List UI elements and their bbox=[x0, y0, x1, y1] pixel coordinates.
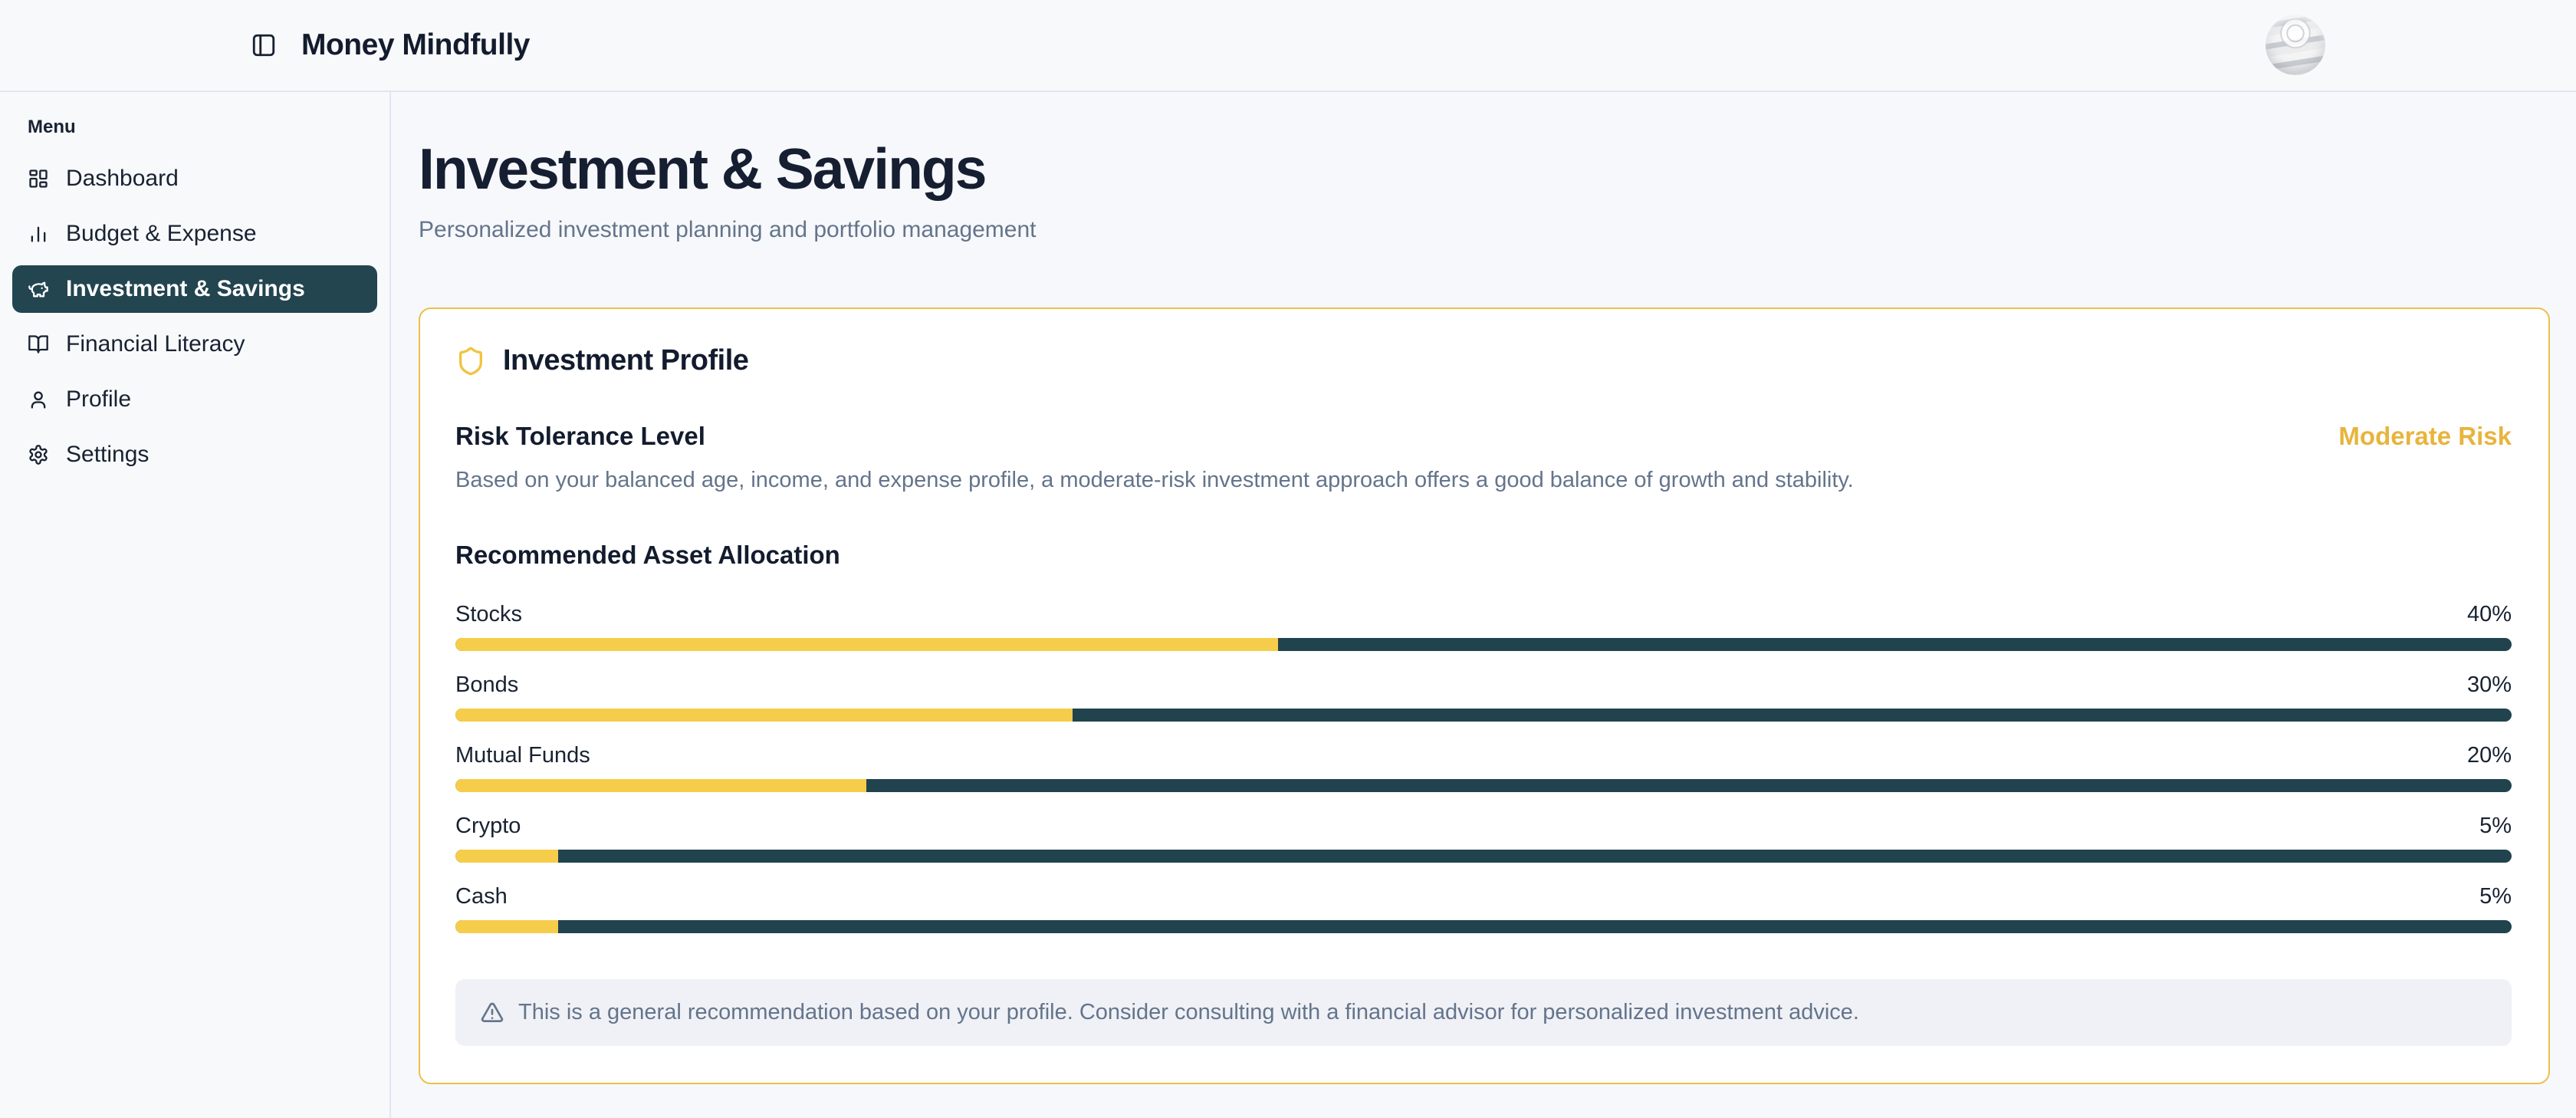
risk-tolerance-row bbox=[455, 422, 2512, 451]
gear-icon bbox=[28, 444, 49, 465]
allocation-bar-track bbox=[455, 709, 2512, 722]
risk-tolerance-heading: Risk Tolerance Level bbox=[455, 422, 705, 450]
page-subtitle: Personalized investment planning and portfolio management bbox=[419, 217, 1037, 242]
page-title: Investment & Savings bbox=[419, 136, 986, 201]
allocation-bar-track bbox=[455, 920, 2512, 933]
disclaimer-note bbox=[455, 979, 2512, 1046]
allocation-bar-fill bbox=[455, 779, 866, 792]
investment-profile-card bbox=[419, 307, 2550, 1084]
allocation-list bbox=[455, 602, 2512, 933]
risk-level-badge: Moderate Risk bbox=[2338, 422, 2512, 450]
shield-icon bbox=[455, 346, 486, 377]
sidebar-item-label: Settings bbox=[66, 442, 150, 467]
allocation-label: Cash bbox=[455, 884, 508, 909]
app-title: Money Mindfully bbox=[301, 28, 530, 61]
sidebar-item-label: Budget & Expense bbox=[66, 221, 257, 246]
warning-triangle-icon bbox=[480, 1001, 504, 1025]
sidebar-item-label: Financial Literacy bbox=[66, 331, 245, 357]
allocation-bar-fill bbox=[455, 709, 1073, 722]
book-open-icon bbox=[28, 334, 49, 355]
allocation-label: Bonds bbox=[455, 672, 519, 697]
allocation-percent: 5% bbox=[2479, 814, 2512, 838]
sidebar-toggle-button[interactable] bbox=[251, 31, 278, 59]
disclaimer-text: This is a general recommendation based on your profile. Consider consulting with a financial advisor for personalized investment advice. bbox=[518, 1000, 1859, 1024]
allocation-bar-fill bbox=[455, 920, 558, 933]
allocation-percent: 5% bbox=[2479, 884, 2512, 909]
allocation-percent: 30% bbox=[2466, 672, 2512, 697]
allocation-heading: Recommended Asset Allocation bbox=[455, 541, 840, 569]
allocation-percent: 20% bbox=[2466, 743, 2512, 768]
sidebar bbox=[0, 92, 391, 1118]
sidebar-item-settings[interactable] bbox=[12, 431, 377, 478]
allocation-bar-track bbox=[455, 850, 2512, 863]
risk-description: Based on your balanced age, income, and expense profile, a moderate-risk investment approach offers a good balance of growth and stability. bbox=[455, 468, 1854, 492]
allocation-label: Mutual Funds bbox=[455, 743, 590, 768]
bar-chart-icon bbox=[28, 223, 49, 245]
card-title: Investment Profile bbox=[503, 344, 749, 377]
card-header bbox=[455, 344, 2512, 377]
sidebar-item-investment-savings[interactable] bbox=[12, 265, 377, 313]
allocation-bar-fill bbox=[455, 638, 1278, 651]
sidebar-item-financial-literacy[interactable] bbox=[12, 321, 377, 368]
allocation-row-crypto bbox=[455, 814, 2512, 863]
allocation-bar-track bbox=[455, 779, 2512, 792]
allocation-row-mutual-funds bbox=[455, 743, 2512, 792]
allocation-row-stocks bbox=[455, 602, 2512, 651]
sidebar-nav bbox=[12, 155, 377, 478]
sidebar-item-label: Investment & Savings bbox=[66, 276, 305, 301]
allocation-label: Stocks bbox=[455, 602, 523, 626]
allocation-row-cash bbox=[455, 884, 2512, 933]
dashboard-icon bbox=[28, 168, 49, 189]
allocation-bar-track bbox=[455, 638, 2512, 651]
sidebar-menu-label: Menu bbox=[28, 117, 76, 137]
piggy-bank-icon bbox=[28, 278, 49, 300]
sidebar-item-budget-expense[interactable] bbox=[12, 210, 377, 258]
allocation-percent: 40% bbox=[2466, 602, 2512, 626]
app-header bbox=[0, 0, 2576, 92]
sidebar-item-profile[interactable] bbox=[12, 376, 377, 423]
allocation-row-bonds bbox=[455, 672, 2512, 722]
main-content bbox=[391, 92, 2576, 1118]
user-icon bbox=[28, 389, 49, 410]
sidebar-item-dashboard[interactable] bbox=[12, 155, 377, 202]
panel-left-icon bbox=[251, 32, 277, 58]
user-avatar[interactable] bbox=[2266, 15, 2325, 75]
allocation-bar-fill bbox=[455, 850, 558, 863]
sidebar-item-label: Dashboard bbox=[66, 166, 179, 191]
allocation-label: Crypto bbox=[455, 814, 521, 838]
sidebar-item-label: Profile bbox=[66, 386, 132, 412]
